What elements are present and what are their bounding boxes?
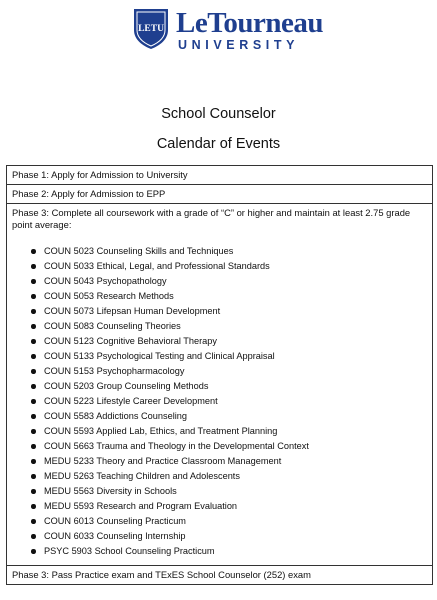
phase-label: Phase 2: Apply for Admission to EPP <box>12 188 166 199</box>
course-label: COUN 5043 Psychopathology <box>44 276 167 286</box>
course-label: MEDU 5233 Theory and Practice Classroom Management <box>44 456 282 466</box>
course-label: COUN 5083 Counseling Theories <box>44 321 181 331</box>
list-item <box>31 454 427 469</box>
brand-subtitle: UNIVERSITY <box>178 38 300 52</box>
bullet-icon <box>31 384 36 389</box>
page-title: School Counselor <box>161 106 276 122</box>
phase-label: Phase 3: Complete all coursework with a grade of “C” or higher and maintain at least 2.75 grade point average: <box>12 207 411 230</box>
bullet-icon <box>31 519 36 524</box>
list-item <box>31 544 427 559</box>
list-item <box>31 364 427 379</box>
course-label: MEDU 5563 Diversity in Schools <box>44 486 177 496</box>
phase-row <box>7 566 432 584</box>
list-item <box>31 424 427 439</box>
phase-row <box>7 204 432 566</box>
bullet-icon <box>31 264 36 269</box>
shield-text: LETU <box>138 24 164 34</box>
course-label: COUN 5593 Applied Lab, Ethics, and Treatment Planning <box>44 426 278 436</box>
phase-label: Phase 1: Apply for Admission to University <box>12 169 188 180</box>
bullet-icon <box>31 309 36 314</box>
phase-row <box>7 185 432 204</box>
list-item <box>31 379 427 394</box>
bullet-icon <box>31 249 36 254</box>
list-item <box>31 244 427 259</box>
bullet-icon <box>31 369 36 374</box>
course-label: COUN 6033 Counseling Internship <box>44 531 186 541</box>
list-item <box>31 349 427 364</box>
page-subtitle: Calendar of Events <box>156 136 281 152</box>
bullet-icon <box>31 339 36 344</box>
bullet-icon <box>31 429 36 434</box>
course-label: COUN 5153 Psychopharmacology <box>44 366 185 376</box>
university-logo <box>0 2 437 54</box>
bullet-icon <box>31 504 36 509</box>
bullet-icon <box>31 549 36 554</box>
brand-name: LeTourneau <box>176 7 324 39</box>
course-label: COUN 5663 Trauma and Theology in the Developmental Context <box>44 441 309 451</box>
list-item <box>31 334 427 349</box>
course-label: COUN 6013 Counseling Practicum <box>44 516 186 526</box>
phase-table <box>6 165 433 585</box>
list-item <box>31 469 427 484</box>
bullet-icon <box>31 534 36 539</box>
list-item <box>31 514 427 529</box>
bullet-icon <box>31 474 36 479</box>
list-item <box>31 259 427 274</box>
course-label: COUN 5023 Counseling Skills and Techniques <box>44 246 234 256</box>
course-label: MEDU 5263 Teaching Children and Adolescents <box>44 471 240 481</box>
course-label: COUN 5203 Group Counseling Methods <box>44 381 209 391</box>
bullet-icon <box>31 354 36 359</box>
bullet-icon <box>31 414 36 419</box>
list-item <box>31 304 427 319</box>
bullet-icon <box>31 279 36 284</box>
course-label: COUN 5123 Cognitive Behavioral Therapy <box>44 336 217 346</box>
bullet-icon <box>31 489 36 494</box>
course-label: COUN 5053 Research Methods <box>44 291 174 301</box>
course-label: MEDU 5593 Research and Program Evaluation <box>44 501 238 511</box>
phase-label: Phase 3: Pass Practice exam and TExES School Counselor (252) exam <box>12 569 311 580</box>
phase-row <box>7 166 432 185</box>
course-label: COUN 5223 Lifestyle Career Development <box>44 396 218 406</box>
bullet-icon <box>31 324 36 329</box>
course-label: PSYC 5903 School Counseling Practicum <box>44 546 215 556</box>
course-label: COUN 5033 Ethical, Legal, and Professional Standards <box>44 261 270 271</box>
shield-icon <box>132 6 170 50</box>
list-item <box>31 274 427 289</box>
course-list <box>12 244 427 559</box>
bullet-icon <box>31 399 36 404</box>
list-item <box>31 484 427 499</box>
list-item <box>31 499 427 514</box>
course-label: COUN 5583 Addictions Counseling <box>44 411 187 421</box>
bullet-icon <box>31 459 36 464</box>
list-item <box>31 319 427 334</box>
list-item <box>31 394 427 409</box>
list-item <box>31 439 427 454</box>
bullet-icon <box>31 444 36 449</box>
list-item <box>31 529 427 544</box>
list-item <box>31 289 427 304</box>
course-label: COUN 5133 Psychological Testing and Clinical Appraisal <box>44 351 275 361</box>
course-label: COUN 5073 Lifepsan Human Development <box>44 306 221 316</box>
bullet-icon <box>31 294 36 299</box>
list-item <box>31 409 427 424</box>
